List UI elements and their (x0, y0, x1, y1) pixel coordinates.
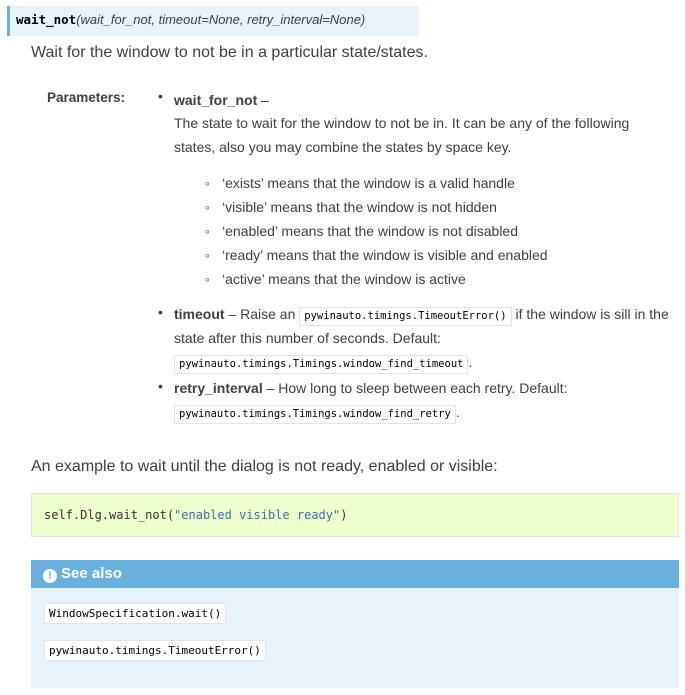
method-name: wait_not (16, 12, 77, 27)
state-list (205, 171, 548, 291)
see-also-link[interactable]: WindowSpecification.wait() (44, 603, 226, 624)
inline-code[interactable]: pywinauto.timings.Timings.window_find_retry (174, 405, 456, 424)
param-wait-for-not-text: The state to wait for the window to not be in. It can be any of the following states, also you may combine the states by space key. (174, 115, 630, 155)
circle-bullet-icon: ◦ (205, 223, 210, 239)
list-item: ◦ ‘exists’ means that the window is a valid handle (205, 171, 548, 195)
see-also-admonition (31, 560, 679, 688)
list-item: ◦ ‘active’ means that the window is active (205, 267, 548, 291)
circle-bullet-icon: ◦ (205, 271, 210, 287)
param-sep: – (257, 92, 269, 108)
list-item: ◦ ‘visible’ means that the window is not hidden (205, 195, 548, 219)
bullet: • (158, 304, 163, 320)
bullet: • (158, 88, 163, 104)
param-name: timeout (174, 306, 225, 322)
see-also-title: ! See also (31, 560, 679, 588)
inline-code[interactable]: pywinauto.timings.Timings.window_find_timeout (174, 355, 468, 374)
method-params: (wait_for_not, timeout=None, retry_interval=None) (76, 12, 366, 27)
inline-code[interactable]: pywinauto.timings.TimeoutError() (299, 307, 511, 326)
bullet: • (158, 378, 163, 394)
param-name: retry_interval (174, 380, 263, 396)
see-also-link[interactable]: pywinauto.timings.TimeoutError() (44, 640, 266, 661)
param-wait-for-not (174, 88, 269, 112)
param-timeout: timeout – Raise an pywinauto.timings.TimeoutError() if the window is sill in the state after this number of seconds. Default: pywinauto.timings.Timings.window_find_timeout . (174, 302, 674, 374)
code-block[interactable]: self.Dlg.wait_not("enabled visible ready") (31, 493, 679, 537)
param-name: wait_for_not (174, 92, 258, 108)
exclamation-icon: ! (43, 569, 57, 583)
list-item: ◦ ‘ready’ means that the window is visible and enabled (205, 243, 548, 267)
circle-bullet-icon: ◦ (205, 199, 210, 215)
circle-bullet-icon: ◦ (205, 175, 210, 191)
param-retry-interval: retry_interval – How long to sleep between each retry. Default: pywinauto.timings.Timings.window_find_retry . (174, 376, 674, 424)
example-text: An example to wait until the dialog is not ready, enabled or visible: (31, 458, 498, 475)
method-description: Wait for the window to not be in a particular state/states. (31, 44, 428, 61)
parameters-label: Parameters: (47, 90, 126, 105)
method-signature (7, 6, 419, 36)
list-item: ◦ ‘enabled’ means that the window is not disabled (205, 219, 548, 243)
circle-bullet-icon: ◦ (205, 247, 210, 263)
